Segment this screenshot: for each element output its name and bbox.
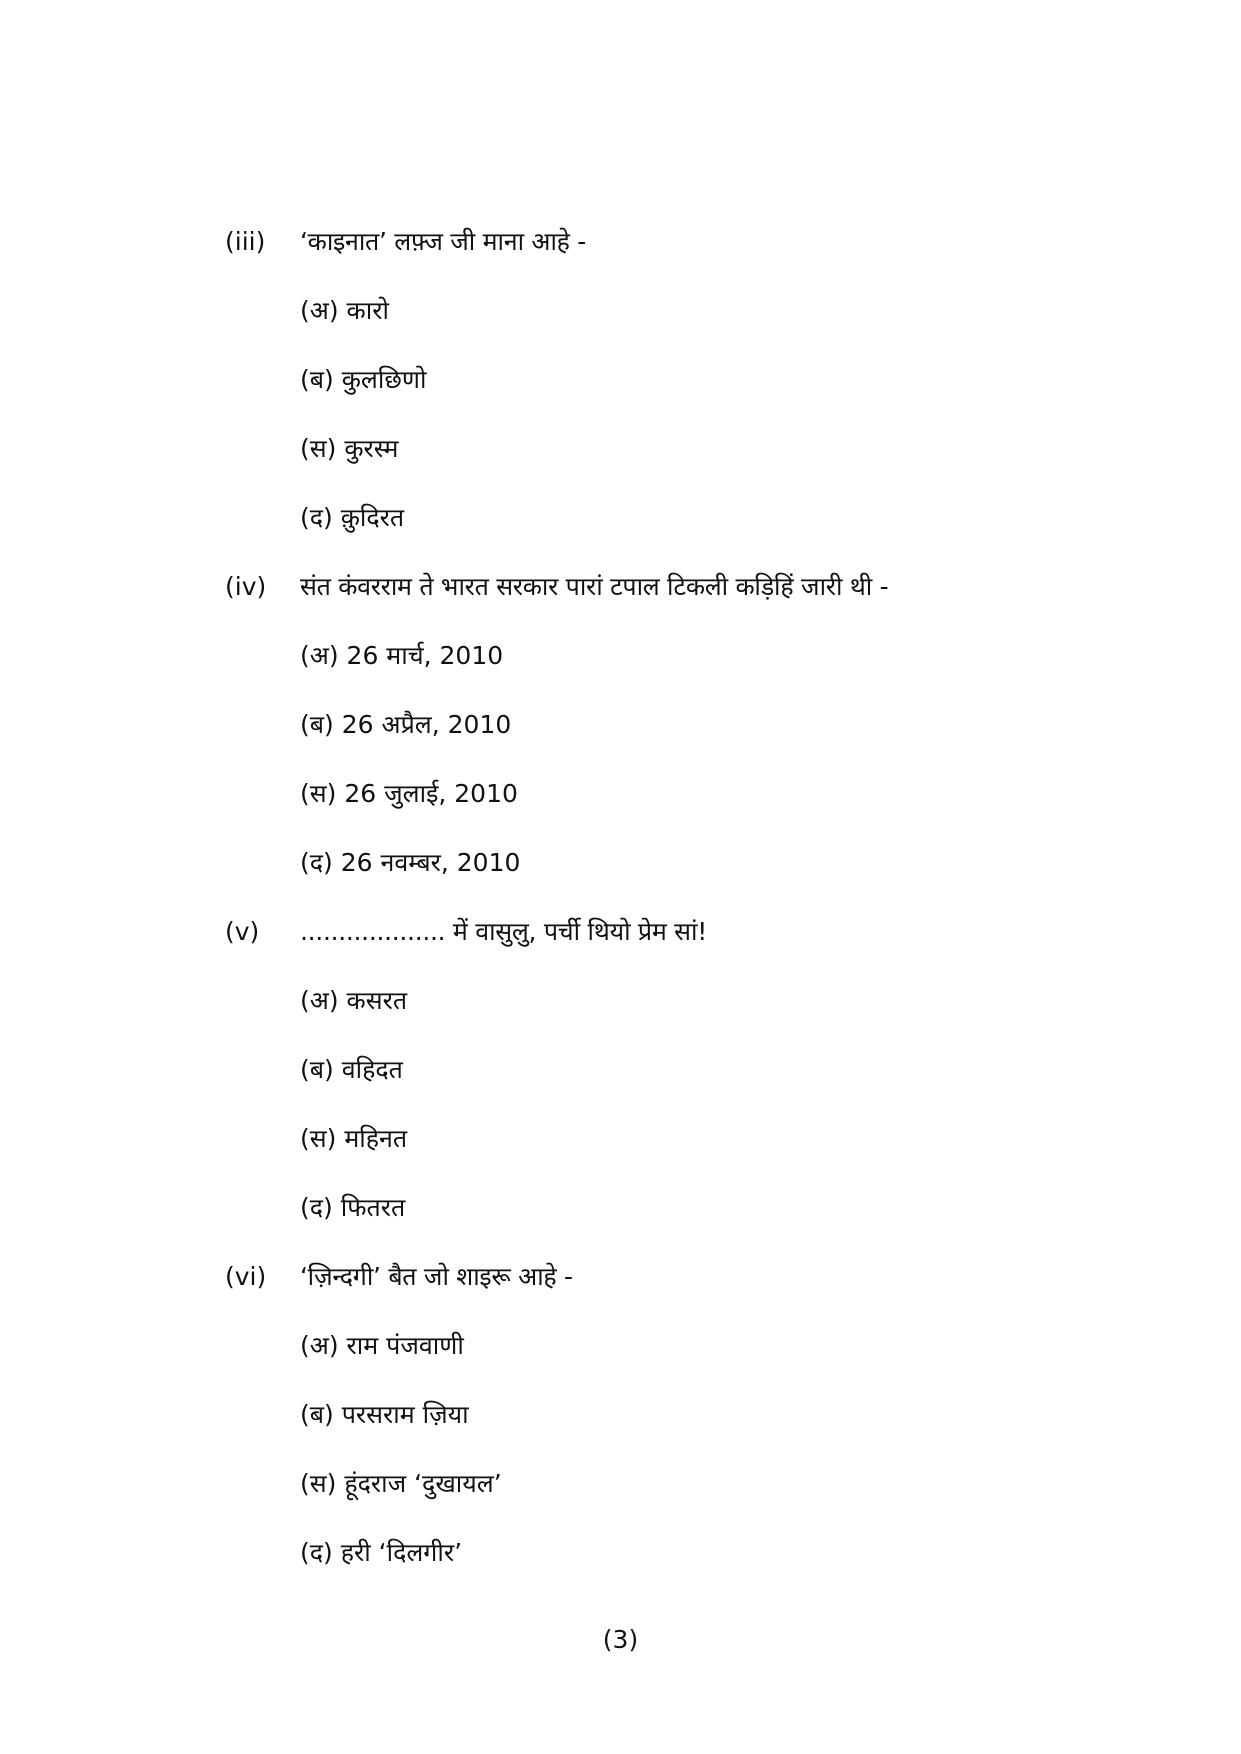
option-c: (स) महिनत xyxy=(300,1124,408,1153)
option-d: (द) क़ुदिरत xyxy=(300,503,405,532)
question-v xyxy=(225,912,985,1228)
question-row xyxy=(225,222,985,262)
option-d: (द) 26 नवम्बर, 2010 xyxy=(300,848,521,877)
question-row xyxy=(225,567,985,607)
option-list xyxy=(225,636,985,883)
option-c: (स) हूंदराज ‘दुखायल’ xyxy=(300,1469,502,1498)
option-a: (अ) राम पंजवाणी xyxy=(300,1331,464,1360)
question-text: ‘ज़िन्दगी’ बैत जो शाइरू आहे - xyxy=(300,1262,573,1291)
option-d: (द) हरी ‘दिलगीर’ xyxy=(300,1538,463,1567)
question-iii xyxy=(225,222,985,538)
option-b: (ब) वहिदत xyxy=(300,1055,403,1084)
question-row xyxy=(225,912,985,952)
option-list xyxy=(225,291,985,538)
option-list xyxy=(225,1326,985,1573)
question-number: (v) xyxy=(225,917,260,946)
option-c: (स) कुरस्म xyxy=(300,434,399,463)
question-text: संत कंवरराम ते भारत सरकार पारां टपाल टिकली कड़िहिं जारी थी - xyxy=(300,572,889,601)
question-number: (iii) xyxy=(225,227,266,256)
option-d: (द) फितरत xyxy=(300,1193,406,1222)
question-row xyxy=(225,1257,985,1297)
question-text: ‘काइनात’ लफ़्ज जी माना आहे - xyxy=(300,227,587,256)
option-b: (ब) परसराम ज़िया xyxy=(300,1400,469,1429)
option-c: (स) 26 जुलाई, 2010 xyxy=(300,779,518,808)
question-text: ................... में वासुलु, पर्ची थियो प्रेम सां! xyxy=(300,917,707,946)
option-a: (अ) कसरत xyxy=(300,986,408,1015)
question-number: (vi) xyxy=(225,1262,267,1291)
page-number: (3) xyxy=(602,1625,639,1654)
question-iv xyxy=(225,567,985,883)
option-a: (अ) कारो xyxy=(300,296,389,325)
question-vi xyxy=(225,1257,985,1573)
option-list xyxy=(225,981,985,1228)
option-a: (अ) 26 मार्च, 2010 xyxy=(300,641,504,670)
question-number: (iv) xyxy=(225,572,267,601)
option-b: (ब) 26 अप्रैल, 2010 xyxy=(300,710,512,739)
option-b: (ब) कुलछिणो xyxy=(300,365,427,394)
